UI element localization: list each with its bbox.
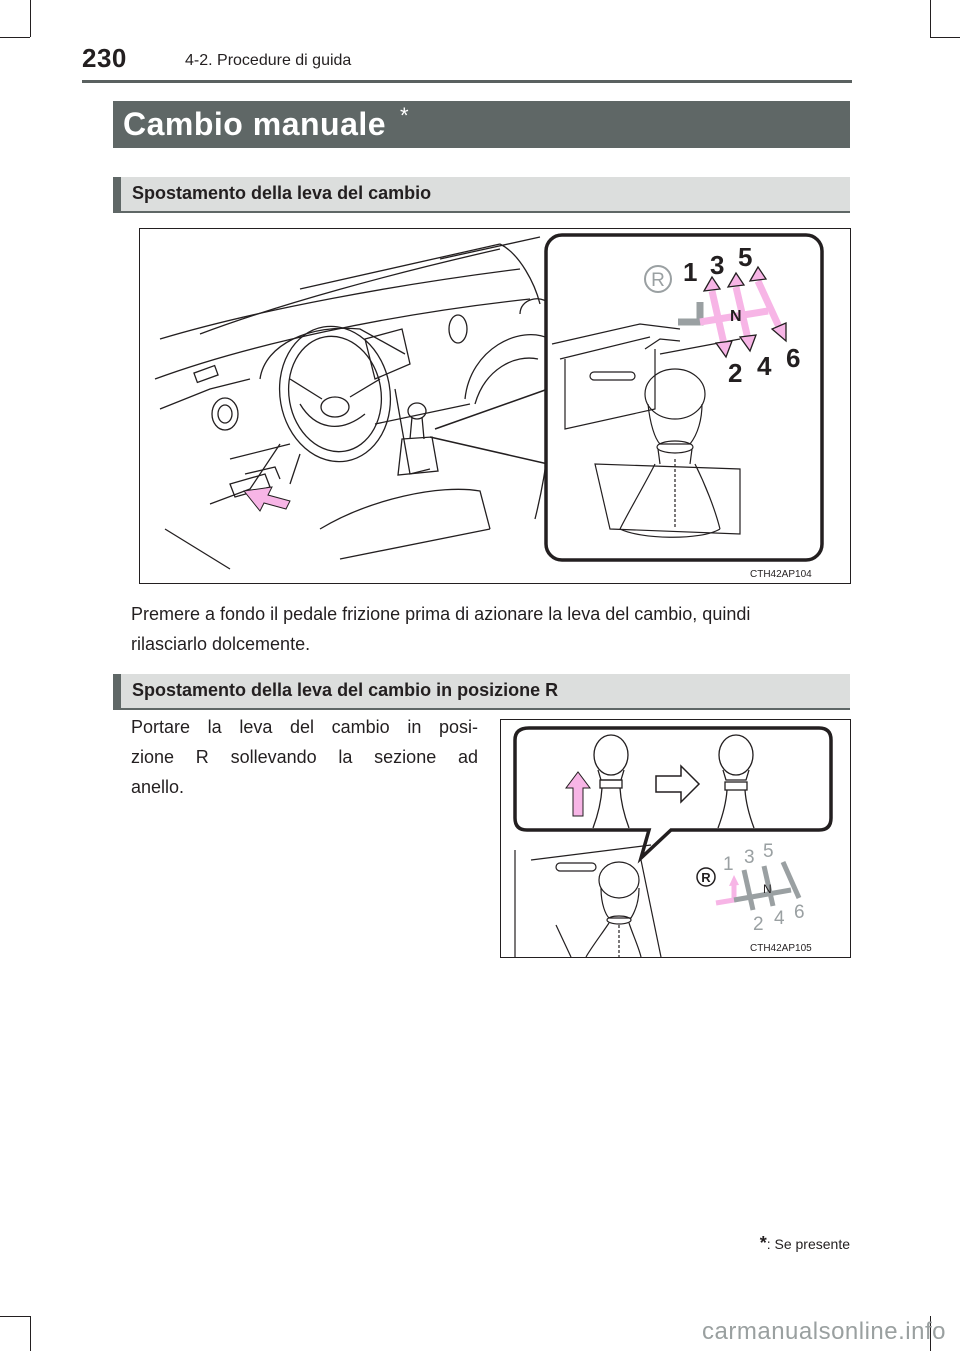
- page-number: 230: [82, 43, 127, 73]
- section-heading-bar: [113, 177, 850, 211]
- gear-label-r: R: [651, 270, 665, 291]
- paragraph-line: Portare la leva del cambio in posi-: [131, 717, 478, 737]
- figure-code: CTH42AP104: [750, 569, 812, 580]
- gear-label-6: 6: [794, 902, 805, 923]
- section-heading-accent: [113, 177, 121, 211]
- crop-mark: [30, 1316, 31, 1351]
- watermark: carmanualsonline.info: [702, 1318, 946, 1345]
- paragraph-line: rilasciarlo dolcemente.: [131, 634, 311, 654]
- body-paragraph: [131, 599, 861, 659]
- gear-label-6: 6: [786, 343, 801, 373]
- gear-label-n: N: [730, 308, 742, 325]
- section-heading-accent: [113, 674, 121, 708]
- gear-label-n: N: [763, 882, 772, 896]
- footnote-text: : Se presente: [766, 1236, 850, 1252]
- paragraph-line: Premere a fondo il pedale frizione prima di azionare la leva del cambio, quindi: [131, 604, 751, 624]
- footnote-asterisk: *: [759, 1233, 767, 1253]
- section-heading-bar: [113, 674, 850, 708]
- crop-mark: [0, 37, 30, 38]
- gear-label-1: 1: [683, 257, 698, 287]
- gearshift-illustration: [139, 228, 851, 584]
- section-heading: Spostamento della leva del cambio in posizione R: [132, 680, 559, 700]
- gear-label-5: 5: [763, 841, 774, 862]
- gear-label-4: 4: [774, 908, 785, 929]
- section-heading: Spostamento della leva del cambio: [132, 183, 432, 203]
- gear-label-1: 1: [723, 854, 734, 875]
- gear-label-2: 2: [753, 914, 764, 935]
- crop-mark: [0, 1316, 30, 1317]
- crop-mark: [930, 0, 931, 37]
- gear-label-2: 2: [728, 358, 743, 388]
- gear-label-5: 5: [738, 242, 753, 272]
- gear-label-3: 3: [710, 250, 725, 280]
- section-heading-underline: [113, 708, 850, 710]
- footnote: [760, 1233, 850, 1254]
- body-paragraph: [131, 712, 478, 802]
- reverse-shift-illustration: [500, 719, 851, 958]
- chapter-title: 4-2. Procedure di guida: [185, 52, 352, 69]
- optional-asterisk: *: [400, 103, 409, 128]
- page-title: Cambio manuale: [123, 106, 387, 142]
- page-title-bar: [113, 101, 850, 148]
- gear-label-4: 4: [757, 351, 772, 381]
- figure-code: CTH42AP105: [750, 943, 812, 954]
- gear-label-3: 3: [744, 847, 755, 868]
- paragraph-line: anello.: [131, 777, 185, 797]
- section-heading-underline: [113, 211, 850, 213]
- crop-mark: [930, 37, 960, 38]
- crop-mark: [30, 0, 31, 37]
- car-interior-drawing: [140, 229, 850, 583]
- paragraph-line: zione R sollevando la sezione ad: [131, 747, 478, 767]
- reverse-lever-drawing: [501, 720, 850, 957]
- gear-label-r: R: [701, 870, 711, 885]
- header-rule: [82, 80, 852, 83]
